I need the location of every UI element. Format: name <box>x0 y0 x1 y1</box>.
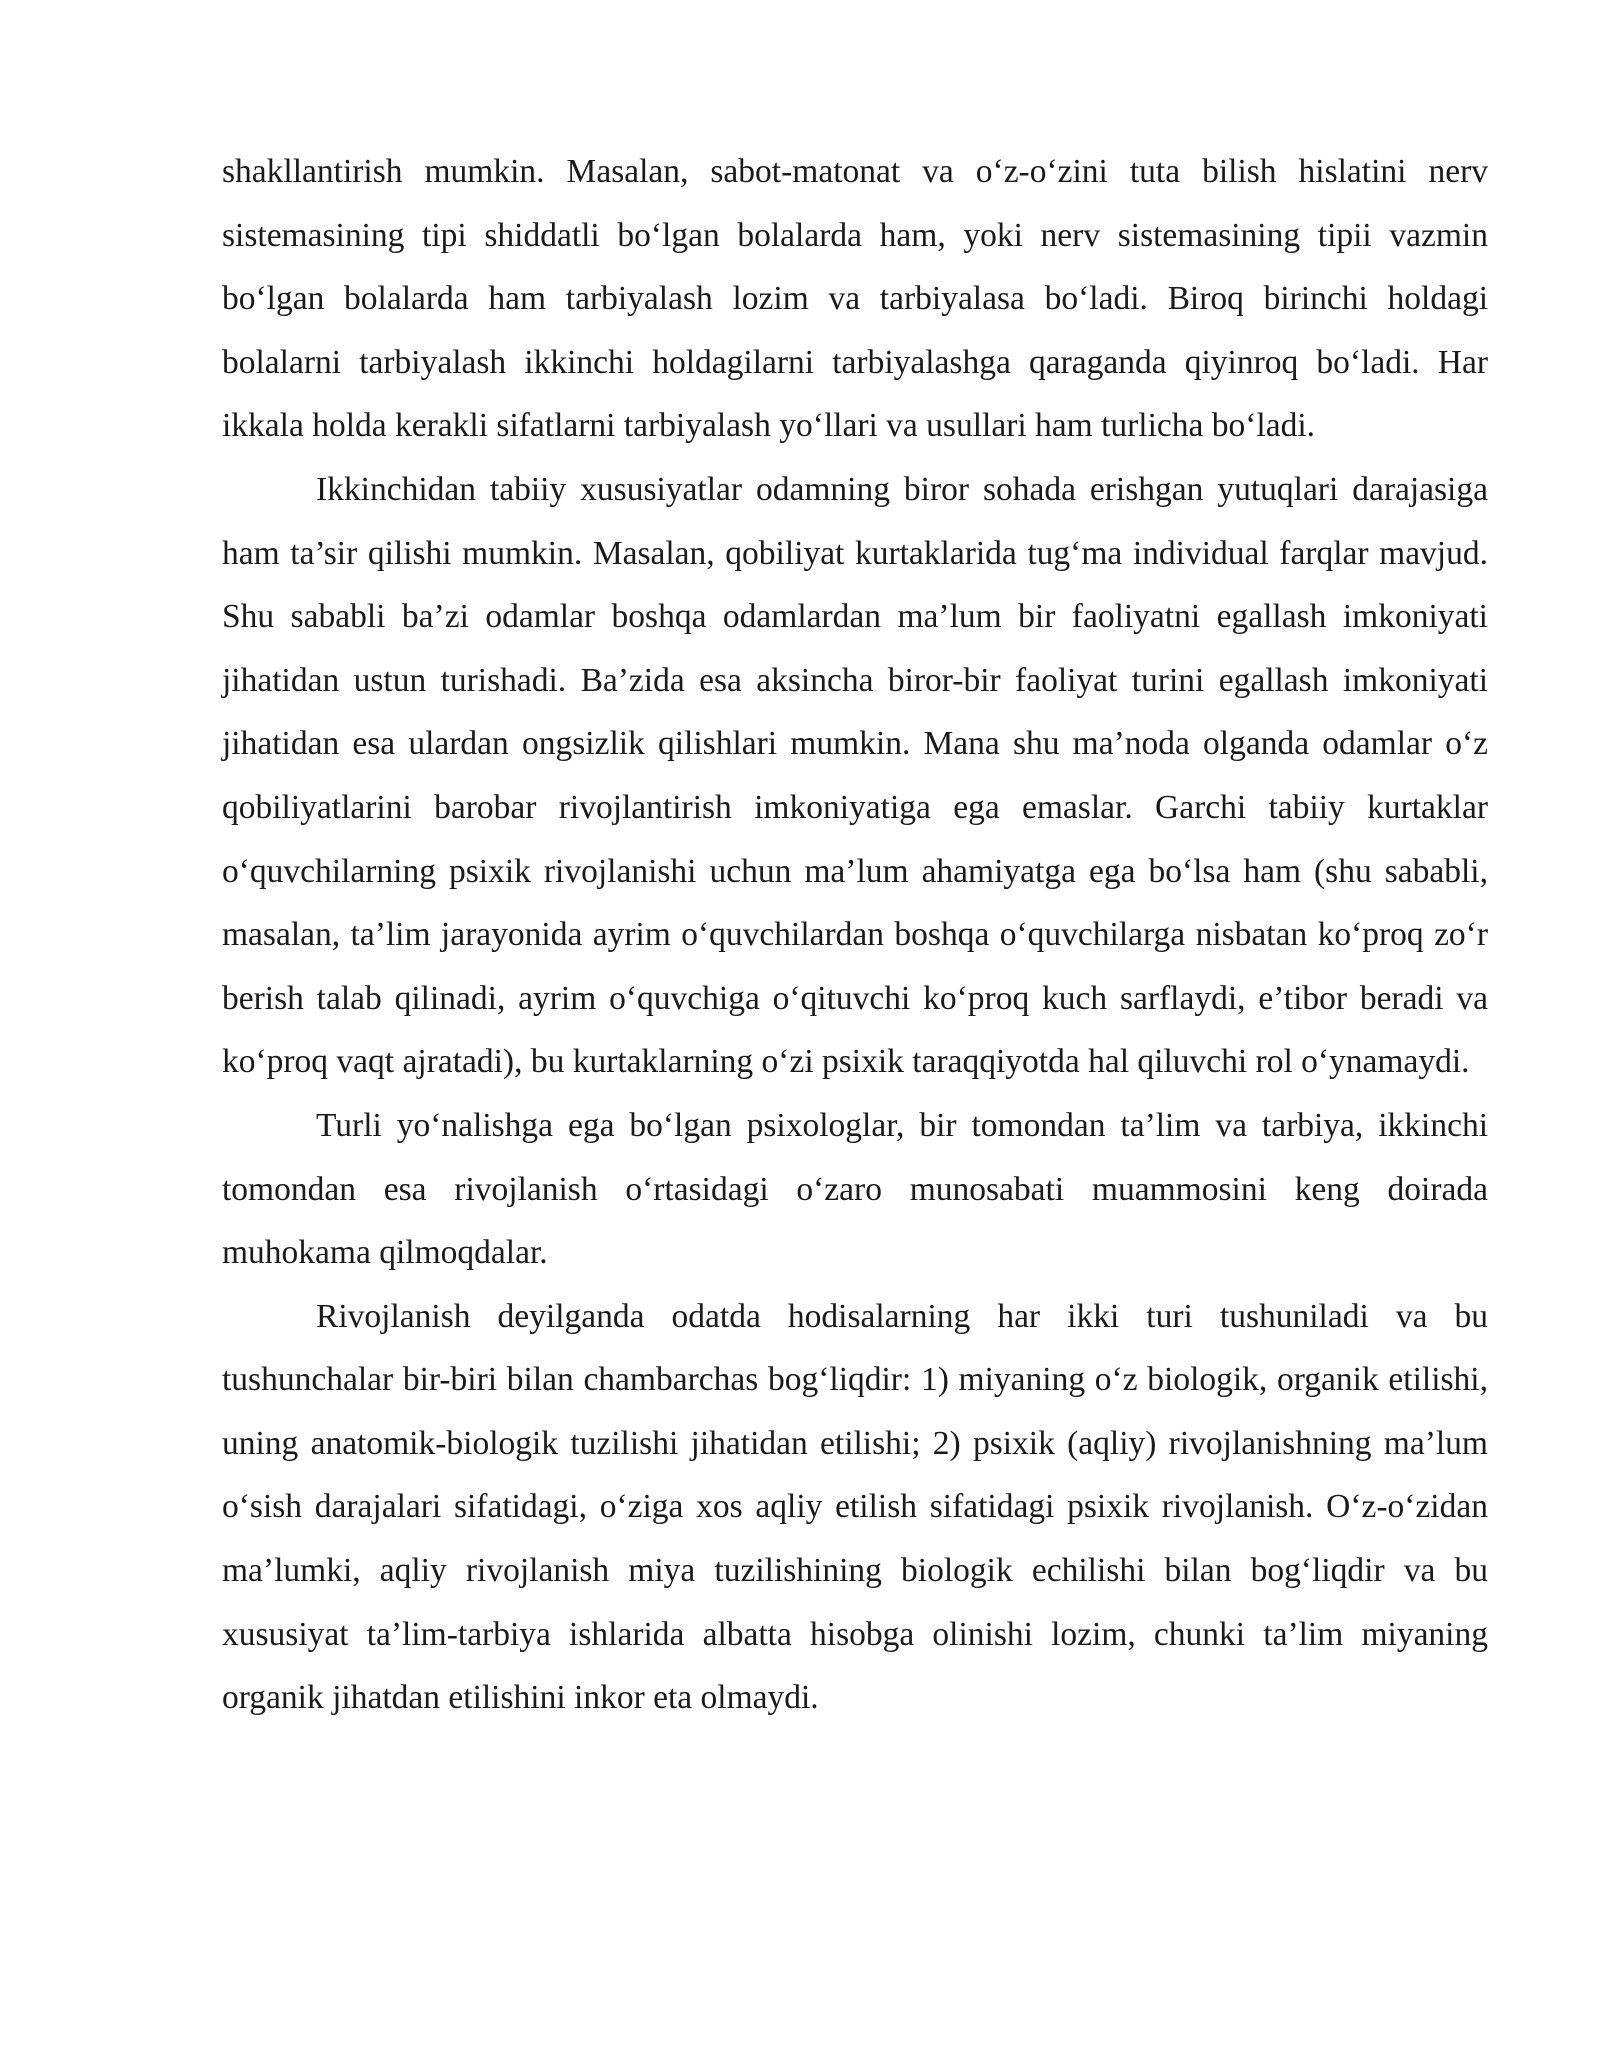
paragraph-psychologists: Turli yo‘nalishga ega bo‘lgan psixologlar, bir tomondan ta’lim va tarbiya, ikkinchi tomondan esa rivojlanish o‘rtasidagi o‘zaro munosabati muammosini keng doirada muhokama qilmoqdalar. <box>222 1106 1488 1272</box>
body-text <box>222 140 1488 1730</box>
paragraph-continuation: shakllantirish mumkin. Masalan, sabot-matonat va o‘z-o‘zini tuta bilish hislatini nerv sistemasining tipi shiddatli bo‘lgan bolalarda ham, yoki nerv sistemasining tipii vazmin bo‘lgan bolalarda ham tarbiyalash lozim va tarbiyalasa bo‘ladi. Biroq birinchi holdagi bolalarni tarbiyalash ikkinchi holdagilarni tarbiyalashga qaraganda qiyinroq bo‘ladi. Har ikkala holda kerakli sifatlarni tarbiyalash yo‘llari va usullari ham turlicha bo‘ladi. <box>222 153 1488 445</box>
paragraph-natural-traits: Ikkinchidan tabiiy xususiyatlar odamning biror sohada erishgan yutuqlari darajasiga ham ta’sir qilishi mumkin. Masalan, qobiliyat kurtaklarida tug‘ma individual farqlar mavjud. Shu sababli ba’zi odamlar boshqa odamlardan ma’lum bir faoliyatni egallash imkoniyati jihatidan ustun turishadi. Ba’zida esa aksincha biror-bir faoliyat turini egallash imkoniyati jihatidan esa ulardan ongsizlik qilishlari mumkin. Mana shu ma’noda olganda odamlar o‘z qobiliyatlarini barobar rivojlantirish imkoniyatiga ega emaslar. Garchi tabiiy kurtaklar o‘quvchilarning psixik rivojlanishi uchun ma’lum ahamiyatga ega bo‘lsa ham (shu sababli, masalan, ta’lim jarayonida ayrim o‘quvchilardan boshqa o‘quvchilarga nisbatan ko‘proq zo‘r berish talab qilinadi, ayrim o‘quvchiga o‘qituvchi ko‘proq kuch sarflaydi, e’tibor beradi va ko‘proq vaqt ajratadi), bu kurtaklarning o‘zi psixik taraqqiyotda hal qiluvchi rol o‘ynamaydi. <box>222 470 1488 1081</box>
paragraph-development: Rivojlanish deyilganda odatda hodisalarning har ikki turi tushuniladi va bu tushunchalar bir-biri bilan chambarchas bog‘liqdir: 1) miyaning o‘z biologik, organik etilishi, uning anatomik-biologik tuzilishi jihatidan etilishi; 2) psixik (aqliy) rivojlanishning ma’lum o‘sish darajalari sifatidagi, o‘ziga xos aqliy etilish sifatidagi psixik rivojlanish. O‘z-o‘zidan ma’lumki, aqliy rivojlanish miya tuzilishining biologik echilishi bilan bog‘liqdir va bu xususiyat ta’lim-tarbiya ishlarida albatta hisobga olinishi lozim, chunki ta’lim miyaning organik jihatdan etilishini inkor eta olmaydi. <box>222 1297 1488 1717</box>
